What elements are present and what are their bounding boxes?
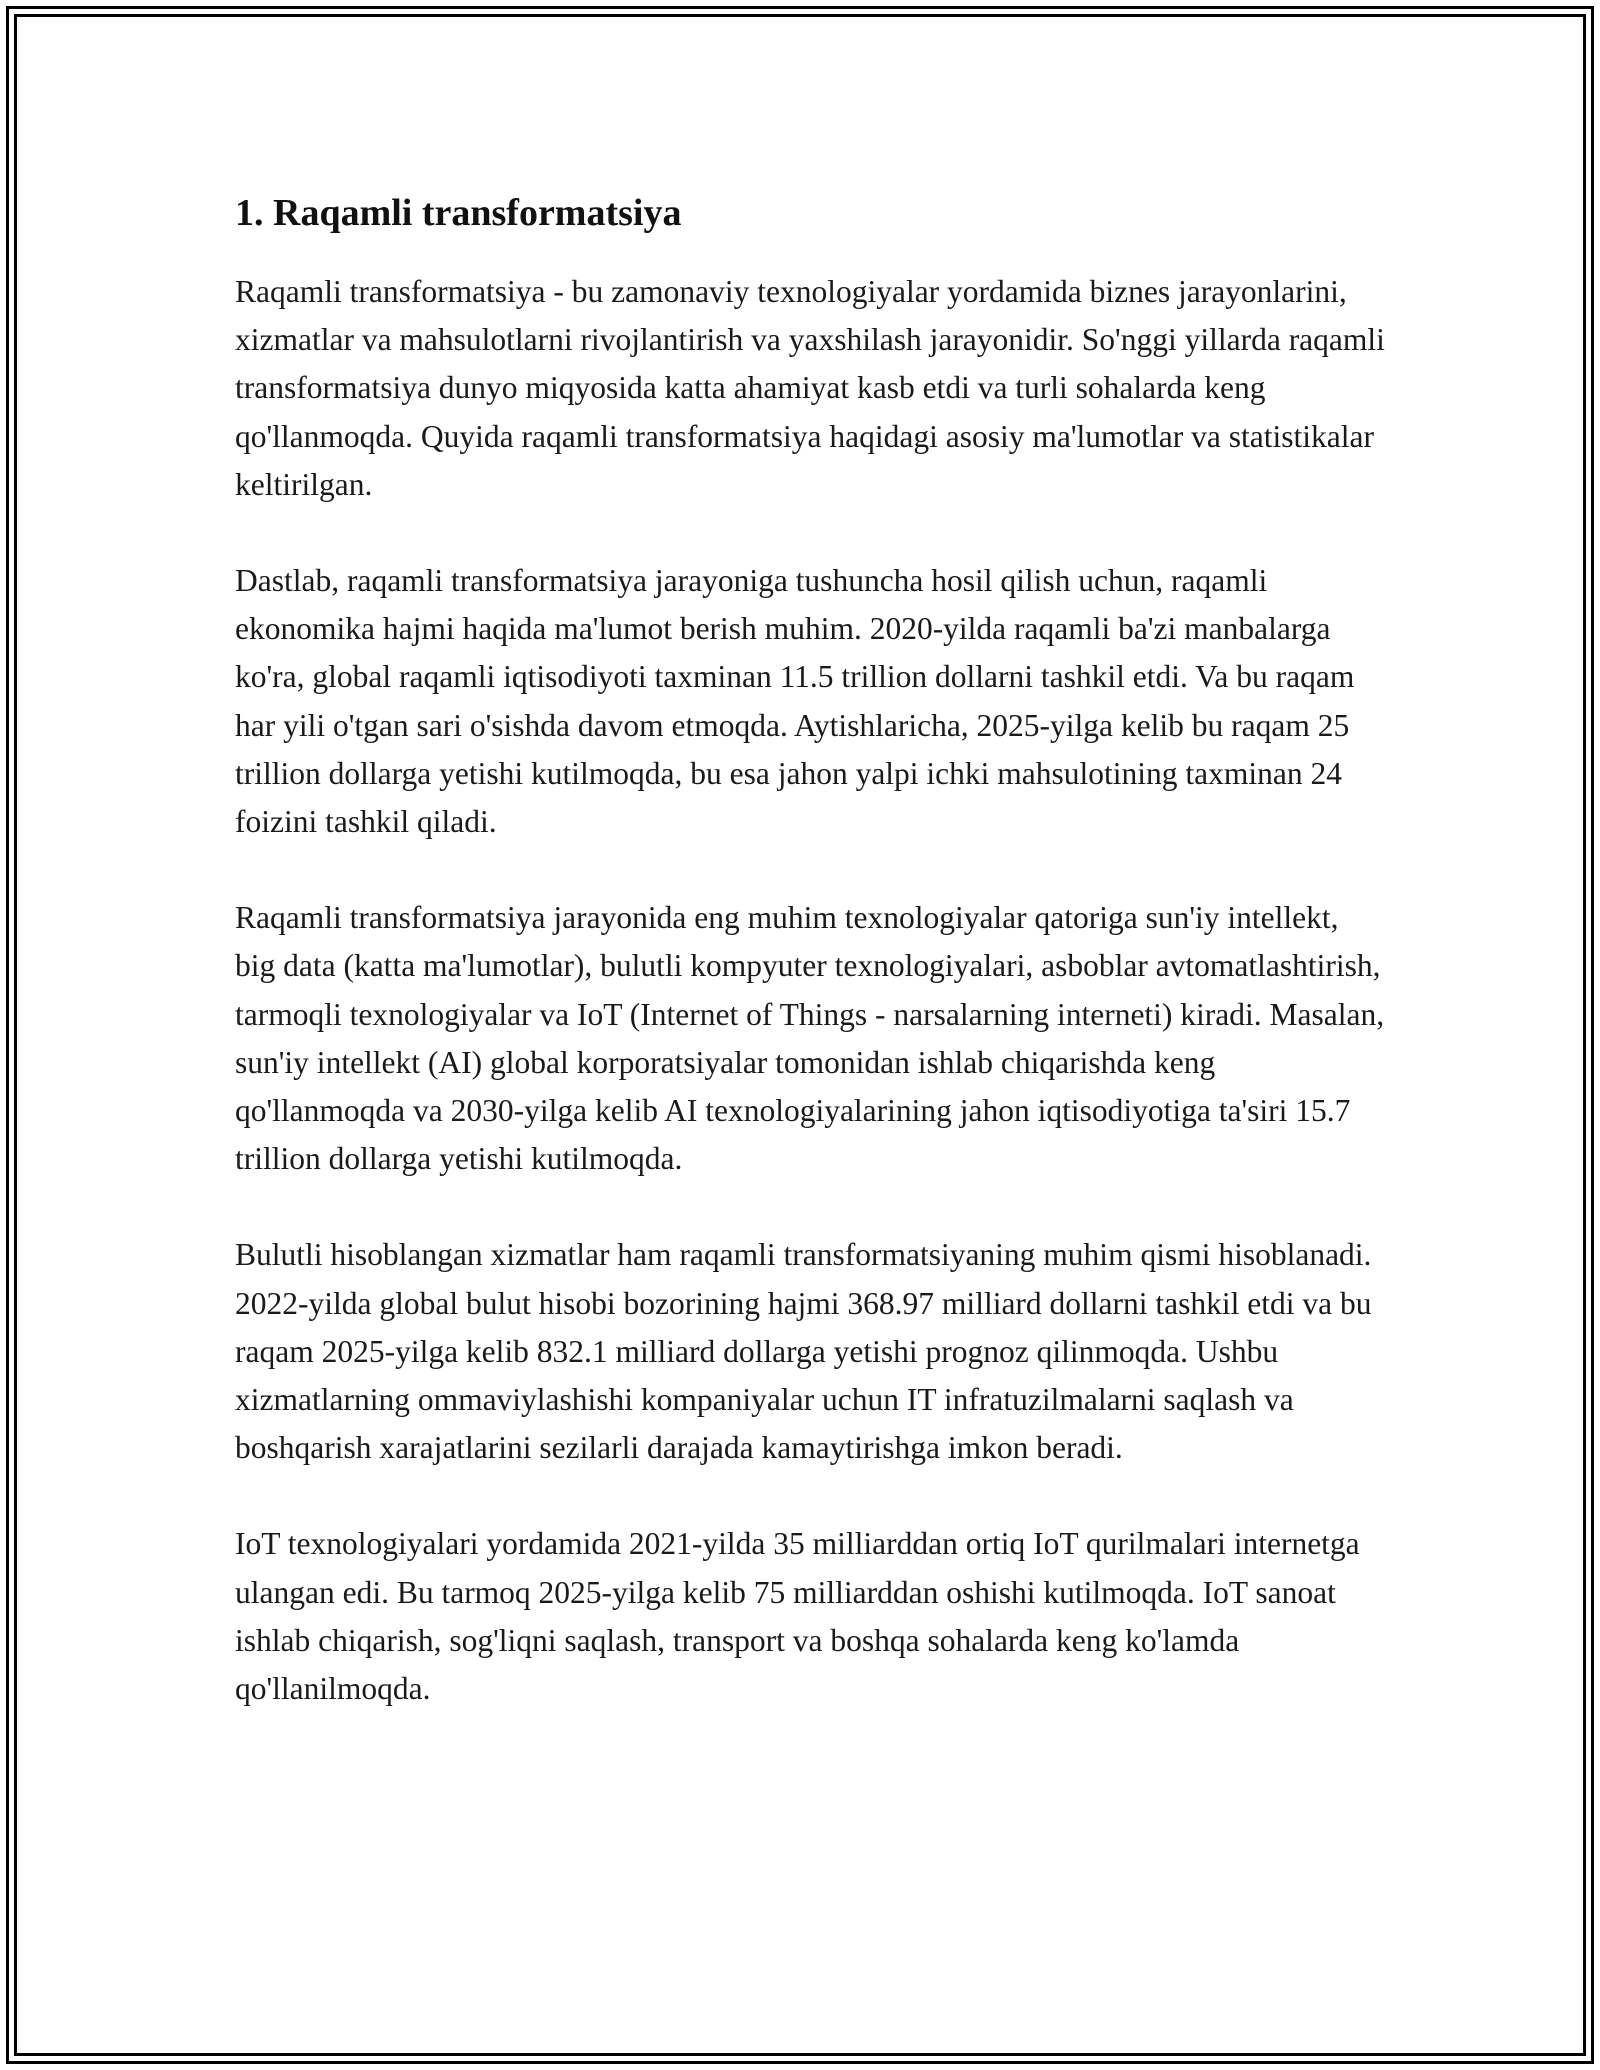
paragraph-intro: Raqamli transformatsiya - bu zamonaviy texnologiyalar yordamida biznes jarayonlarini, xizmatlar va mahsulotlarni rivojlantirish va yaxshilash jarayonidir. So'nggi yillarda raqamli transformatsiya dunyo miqyosida katta ahamiyat kasb etdi va turli sohalarda keng qo'llanmoqda. Quyida raqamli transformatsiya haqidagi asosiy ma'lumotlar va statistikalar keltirilgan. [235, 274, 1385, 502]
paragraph-key-technologies: Raqamli transformatsiya jarayonida eng muhim texnologiyalar qatoriga sun'iy intellekt, big data (katta ma'lumotlar), bulutli kompyuter texnologiyalari, asboblar avtomatlashtirish, tarmoqli texnologiyalar va IoT (Internet of Things - narsalarning interneti) kiradi. Masalan, sun'iy intellekt (AI) global korporatsiyalar tomonidan ishlab chiqarishda keng qo'llanmoqda va 2030-yilga kelib AI texnologiyalarining jahon iqtisodiyotiga ta'siri 15.7 trillion dollarga yetishi kutilmoqda. [235, 900, 1385, 1177]
document-body [235, 188, 1385, 1761]
paragraph-iot: IoT texnologiyalari yordamida 2021-yilda 35 milliarddan ortiq IoT qurilmalari internetga ulangan edi. Bu tarmoq 2025-yilga kelib 75 milliarddan oshishi kutilmoqda. IoT sanoat ishlab chiqarish, sog'liqni saqlash, transport va boshqa sohalarda keng ko'lamda qo'llanilmoqda. [235, 1526, 1360, 1707]
section-heading: 1. Raqamli transformatsiya [235, 192, 682, 234]
paragraph-cloud-services: Bulutli hisoblangan xizmatlar ham raqamli transformatsiyaning muhim qismi hisoblanadi. 2022-yilda global bulut hisobi bozorining hajmi 368.97 milliard dollarni tashkil etdi va bu raqam 2025-yilga kelib 832.1 milliard dollarga yetishi prognoz qilinmoqda. Ushbu xizmatlarning ommaviylashishi kompaniyalar uchun IT infratuzilmalarni saqlash va boshqarish xarajatlarini sezilarli darajada kamaytirishga imkon beradi. [235, 1237, 1372, 1466]
paragraph-digital-economy: Dastlab, raqamli transformatsiya jarayoniga tushuncha hosil qilish uchun, raqamli ekonomika hajmi haqida ma'lumot berish muhim. 2020-yilda raqamli ba'zi manbalarga ko'ra, global raqamli iqtisodiyoti taxminan 11.5 trillion dollarni tashkil etdi. Va bu raqam har yili o'tgan sari o'sishda davom etmoqda. Aytishlaricha, 2025-yilga kelib bu raqam 25 trillion dollarga yetishi kutilmoqda, bu esa jahon yalpi ichki mahsulotining taxminan 24 foizini tashkil qiladi. [235, 563, 1355, 840]
